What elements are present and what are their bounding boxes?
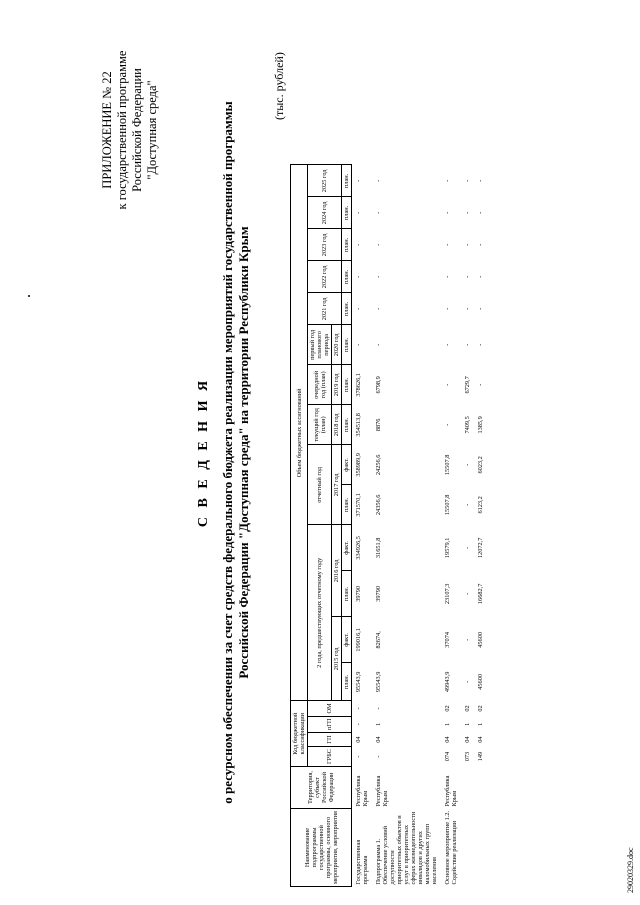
value-cell: 6123,2 [477, 496, 484, 514]
value-cell: - [355, 243, 362, 246]
value-cell: - [464, 179, 471, 182]
header-territory: Территория, субъект Российской Федерации [291, 767, 352, 809]
header-2018: 2018 год [332, 405, 342, 445]
value-cell: 15507,8 [444, 454, 451, 476]
value-cell: - [375, 211, 382, 214]
value-cell: - [464, 343, 471, 346]
value-cell: 37074 [444, 631, 451, 648]
value-cell: - [464, 211, 471, 214]
appendix-block [100, 15, 160, 245]
header-2020: 2020 год [332, 325, 342, 365]
document-title-line-1: о ресурсном обеспечении за счет средств федерального бюджета реализации мероприятий государственной программы [220, 101, 235, 804]
value-cell: 82674, [375, 631, 382, 649]
code-om: - [355, 707, 362, 710]
code-grbs: 073 [464, 751, 471, 762]
value-cell: 334926,5 [355, 536, 362, 560]
units-label: (тыс. рублей) [272, 52, 286, 120]
header-plan: план. [342, 571, 352, 617]
value-cell: 1385,9 [477, 416, 484, 434]
value-cell: 39790 [355, 585, 362, 602]
value-cell: 45600 [477, 631, 484, 648]
value-cell: - [477, 179, 484, 182]
value-cell: - [477, 275, 484, 278]
value-cell: - [355, 179, 362, 182]
header-plan: план. [342, 293, 352, 325]
budget-table [290, 164, 487, 887]
value-cell: 95543,9 [355, 671, 362, 693]
value-cell: 358989,9 [355, 453, 362, 477]
header-plan: план. [342, 405, 352, 445]
value-cell: - [444, 179, 451, 182]
header-2017: 2017 год [332, 445, 342, 525]
value-cell: - [444, 343, 451, 346]
header-2016: 2016 год [332, 525, 342, 617]
value-cell: - [444, 307, 451, 310]
row-name: Подпрограмма 1. Обеспечение условий доступности приоритетных объектов и услуг в приоритетных сферах жизнедеятельности инвалидов и других маломобильных групп населения [375, 811, 438, 885]
table-row [461, 165, 474, 887]
header-2023: 2023 год [308, 229, 342, 261]
value-cell: - [444, 211, 451, 214]
value-cell: - [477, 383, 484, 386]
value-cell: - [477, 307, 484, 310]
code-pgp: 1 [464, 722, 471, 726]
code-pgp: 1 [477, 722, 484, 726]
appendix-number: ПРИЛОЖЕНИЕ № 22 [100, 71, 114, 189]
header-plan: план. [342, 197, 352, 229]
value-cell: 19579,1 [444, 537, 451, 559]
value-cell: - [355, 211, 362, 214]
header-om: ОМ [308, 701, 352, 716]
header-current-year: текущий год (план) [308, 405, 332, 445]
code-gp: 04 [355, 736, 362, 743]
value-cell: - [375, 343, 382, 346]
code-om: 02 [444, 705, 451, 712]
value-cell: 371570,1 [355, 493, 362, 517]
row-name [461, 809, 474, 887]
value-cell: 8876 [375, 418, 382, 432]
value-cell: 24256,6 [375, 454, 382, 476]
value-cell: - [464, 275, 471, 278]
header-2019: 2019 год [332, 365, 342, 405]
appendix-line-2: Российской Федерации [130, 68, 144, 192]
header-code: Код бюджетной классификации [291, 701, 308, 767]
code-grbs: 149 [477, 751, 484, 762]
value-cell: 24356,6 [375, 494, 382, 516]
table-row [372, 165, 441, 887]
table-body [352, 165, 488, 887]
value-cell: - [477, 243, 484, 246]
value-cell: - [464, 638, 471, 641]
header-pgp: пГП [308, 716, 352, 733]
code-gp: 04 [375, 736, 382, 743]
scan-speck [28, 295, 30, 297]
value-cell: 12072,7 [477, 537, 484, 559]
value-cell: - [375, 243, 382, 246]
appendix-line-3: "Доступная среда" [145, 80, 159, 180]
code-gp: 04 [444, 736, 451, 743]
value-cell: - [464, 307, 471, 310]
value-cell: 15507,8 [444, 494, 451, 516]
value-cell: 45600 [477, 673, 484, 690]
code-pgp: - [355, 723, 362, 726]
header-plan: план. [342, 325, 352, 365]
header-fact: факт. [342, 445, 352, 485]
code-pgp: 1 [375, 722, 382, 726]
value-cell: - [464, 592, 471, 595]
row-territory [474, 767, 487, 809]
header-plan: план. [342, 485, 352, 525]
code-grbs: - [375, 755, 382, 758]
value-cell: - [464, 503, 471, 506]
value-cell: - [355, 307, 362, 310]
header-fact: факт. [342, 525, 352, 571]
header-plan: план. [342, 365, 352, 405]
row-territory: Республика Крым [375, 775, 389, 807]
value-cell: 39790 [375, 585, 382, 602]
value-cell: - [355, 343, 362, 346]
header-volume: Объем бюджетных ассигнований [291, 165, 308, 701]
header-report-year: отчетный год [308, 445, 332, 525]
header-two-years: 2 года, предшествующих отчетному году [308, 525, 332, 701]
value-cell: 378626,1 [355, 373, 362, 397]
row-territory: Республика Крым [444, 775, 458, 807]
value-cell: 49943,9 [444, 671, 451, 693]
code-grbs: 074 [444, 751, 451, 762]
code-om: 02 [464, 705, 471, 712]
code-om: - [375, 707, 382, 710]
header-2024: 2024 год [308, 197, 342, 229]
value-cell: - [375, 179, 382, 182]
value-cell: 6729,7 [464, 376, 471, 394]
value-cell: - [464, 680, 471, 683]
value-cell: - [375, 307, 382, 310]
header-2021: 2021 год [308, 293, 342, 325]
appendix-line-1: к государственной программе [115, 50, 129, 210]
header-2015: 2015 год [332, 617, 342, 701]
code-om: 02 [477, 705, 484, 712]
value-cell: - [355, 275, 362, 278]
value-cell: - [444, 383, 451, 386]
header-fact: факт. [342, 617, 352, 663]
row-name: Основное мероприятие 1.2. Содействие реализации [444, 810, 458, 885]
value-cell: 199016,1 [355, 628, 362, 652]
value-cell: 23107,3 [444, 583, 451, 605]
value-cell: 6023,2 [477, 456, 484, 474]
row-territory [461, 767, 474, 809]
value-cell: 6798,9 [375, 376, 382, 394]
row-name [474, 809, 487, 887]
value-cell: 16682,7 [477, 583, 484, 605]
header-plan: план. [342, 229, 352, 261]
code-pgp: 1 [444, 722, 451, 726]
value-cell: - [477, 211, 484, 214]
value-cell: - [477, 343, 484, 346]
header-name: Наименование подпрограммы государственной программы, основного мероприятия, мероприятия [291, 809, 352, 887]
table-row [352, 165, 373, 887]
value-cell: 7409,5 [464, 416, 471, 434]
header-plan: план. [342, 165, 352, 197]
header-first-plan-year: первый год планового периода [308, 325, 332, 365]
document-heading: С В Е Д Е Н И Я [196, 377, 211, 528]
file-name-footer: 29020329.doc [626, 847, 635, 893]
table-header [291, 165, 352, 887]
header-2025: 2025 год [308, 165, 342, 197]
value-cell: 31651,8 [375, 537, 382, 559]
row-name: Государственная программа [355, 839, 369, 885]
value-cell: - [464, 463, 471, 466]
document-title-line-2: Российской Федерации "Доступная среда" на территории Республики Крым [236, 226, 251, 679]
code-gp: 04 [464, 736, 471, 743]
value-cell: - [464, 243, 471, 246]
row-territory: Республика Крым [355, 775, 369, 807]
header-plan: план. [342, 663, 352, 701]
code-grbs: - [355, 755, 362, 758]
value-cell: - [375, 275, 382, 278]
header-gp: ГП [308, 733, 352, 747]
value-cell: 95543,9 [375, 671, 382, 693]
value-cell: - [444, 423, 451, 426]
header-2022: 2022 год [308, 261, 342, 293]
value-cell: - [464, 546, 471, 549]
value-cell: - [444, 243, 451, 246]
code-gp: 04 [477, 736, 484, 743]
header-plan: план. [342, 261, 352, 293]
value-cell: - [444, 275, 451, 278]
table-row [441, 165, 461, 887]
value-cell: 354513,8 [355, 413, 362, 437]
header-grbs: ГРБС [308, 747, 352, 767]
table-row [474, 165, 487, 887]
header-next-year: очередной год (план) [308, 365, 332, 405]
